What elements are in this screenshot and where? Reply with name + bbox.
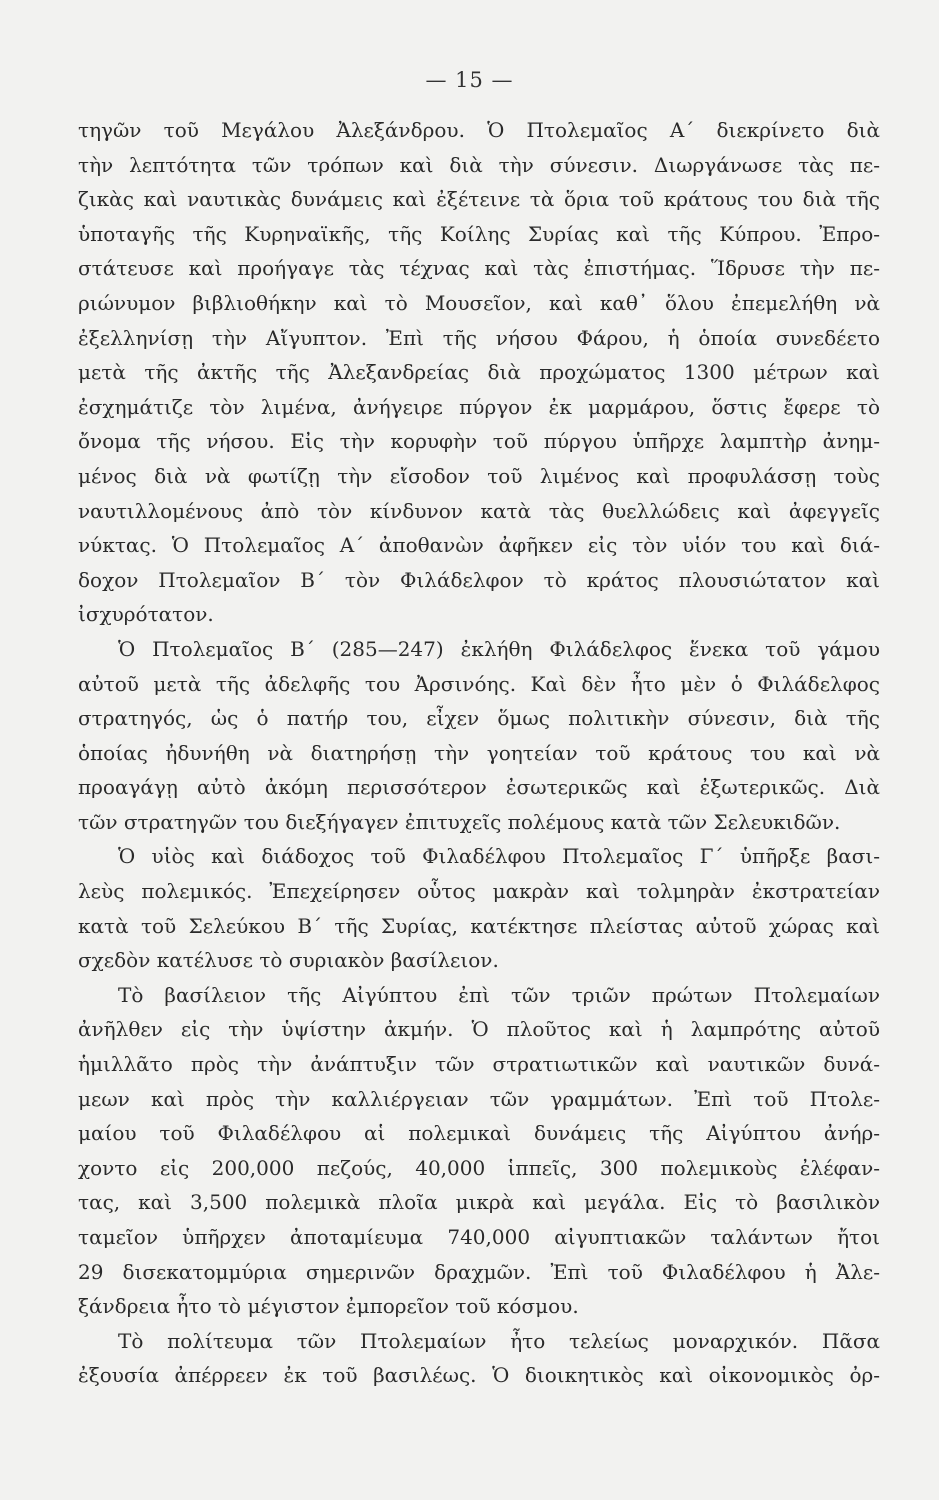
text-line: Ὁ υἱὸς καὶ διάδοχος τοῦ Φιλαδέλφου Πτολεμαῖος Γ΄ ὑπῆρξε βασι- — [118, 844, 880, 869]
text-line: ἰσχυρότατον. — [78, 602, 214, 627]
text-line: δοχον Πτολεμαῖον Β΄ τὸν Φιλάδελφον τὸ κράτος πλουσιώτατον καὶ — [78, 567, 880, 592]
text-line: Τὸ βασίλειον τῆς Αἰγύπτου ἐπὶ τῶν τριῶν πρώτων Πτολεμαίων — [118, 982, 880, 1007]
paragraph — [78, 632, 880, 840]
text-line: σχεδὸν κατέλυσε τὸ συριακὸν βασίλειον. — [78, 948, 499, 973]
page-number: — 15 — — [425, 68, 514, 92]
paragraph — [78, 113, 880, 632]
text-line: ὄνομα τῆς νήσου. Εἰς τὴν κορυφὴν τοῦ πύργου ὑπῆρχε λαμπτὴρ ἀνημ- — [78, 429, 880, 454]
text-line: ἀνῆλθεν εἰς τὴν ὑψίστην ἀκμήν. Ὁ πλοῦτος καὶ ἡ λαμπρότης αὐτοῦ — [78, 1017, 880, 1042]
paragraph — [78, 978, 880, 1324]
text-line: ὑποταγῆς τῆς Κυρηναϊκῆς, τῆς Κοίλης Συρίας καὶ τῆς Κύπρου. Ἐπρο- — [78, 221, 880, 246]
text-line: ἐξελληνίσῃ τὴν Αἴγυπτον. Ἐπὶ τῆς νήσου Φάρου, ἡ ὁποία συνεδέετο — [78, 325, 880, 350]
text-line: ἐξουσία ἀπέρρεεν ἐκ τοῦ βασιλέως. Ὁ διοικητικὸς καὶ οἰκονομικὸς ὀρ- — [78, 1363, 880, 1388]
text-line: ναυτιλλομένους ἀπὸ τὸν κίνδυνον κατὰ τὰς θυελλώδεις καὶ ἀφεγγεῖς — [78, 498, 880, 523]
text-body — [78, 113, 880, 1393]
text-line: νύκτας. Ὁ Πτολεμαῖος Α΄ ἀποθανὼν ἀφῆκεν εἰς τὸν υἱόν του καὶ διά- — [78, 533, 880, 558]
text-line: τηγῶν τοῦ Μεγάλου Ἀλεξάνδρου. Ὁ Πτολεμαῖος Α΄ διεκρίνετο διὰ — [78, 118, 880, 142]
text-line: ριώνυμον βιβλιοθήκην καὶ τὸ Μουσεῖον, καὶ καθ᾽ ὅλου ἐπεμελήθη νὰ — [78, 290, 880, 315]
text-line: Ὁ Πτολεμαῖος Β΄ (285—247) ἐκλήθη Φιλάδελφος ἕνεκα τοῦ γάμου — [118, 636, 880, 661]
text-line: τῶν στρατηγῶν του διεξήγαγεν ἐπιτυχεῖς πολέμους κατὰ τῶν Σελευκιδῶν. — [78, 809, 841, 834]
text-line: προαγάγῃ αὐτὸ ἀκόμη περισσότερον ἐσωτερικῶς καὶ ἐξωτερικῶς. Διὰ — [78, 775, 880, 800]
text-line: τὴν λεπτότητα τῶν τρόπων καὶ διὰ τὴν σύνεσιν. Διωργάνωσε τὰς πε- — [78, 152, 880, 177]
text-line: μετὰ τῆς ἀκτῆς τῆς Ἀλεξανδρείας διὰ προχώματος 1300 μέτρων καὶ — [78, 360, 880, 385]
text-line: ὁποίας ἠδυνήθη νὰ διατηρήσῃ τὴν γοητείαν τοῦ κράτους του καὶ νὰ — [78, 740, 880, 765]
text-line: ταμεῖον ὑπῆρχεν ἀποταμίευμα 740,000 αἰγυπτιακῶν ταλάντων ἤτοι — [78, 1225, 880, 1249]
text-line: Τὸ πολίτευμα τῶν Πτολεμαίων ἦτο τελείως μοναρχικόν. Πᾶσα — [118, 1328, 880, 1353]
text-line: μαίου τοῦ Φιλαδέλφου αἱ πολεμικαὶ δυνάμεις τῆς Αἰγύπτου ἀνήρ- — [78, 1121, 880, 1146]
text-line: μεων καὶ πρὸς τὴν καλλιέργειαν τῶν γραμμάτων. Ἐπὶ τοῦ Πτολε- — [78, 1086, 880, 1111]
text-line: χοντο εἰς 200,000 πεζούς, 40,000 ἱππεῖς, 300 πολεμικοὺς ἐλέφαν- — [78, 1155, 880, 1180]
text-line: τας, καὶ 3,500 πολεμικὰ πλοῖα μικρὰ καὶ μεγάλα. Εἰς τὸ βασιλικὸν — [78, 1190, 880, 1215]
text-line: ἡμιλλᾶτο πρὸς τὴν ἀνάπτυξιν τῶν στρατιωτικῶν καὶ ναυτικῶν δυνά- — [78, 1052, 880, 1077]
text-line: ξάνδρεια ἦτο τὸ μέγιστον ἐμπορεῖον τοῦ κόσμου. — [78, 1294, 579, 1319]
text-line: στρατηγός, ὡς ὁ πατήρ του, εἶχεν ὅμως πολιτικὴν σύνεσιν, διὰ τῆς — [78, 706, 880, 731]
text-line: αὐτοῦ μετὰ τῆς ἀδελφῆς του Ἀρσινόης. Καὶ δὲν ἦτο μὲν ὁ Φιλάδελφος — [78, 671, 880, 696]
text-line: 29 δισεκατομμύρια σημερινῶν δραχμῶν. Ἐπὶ τοῦ Φιλαδέλφου ἡ Ἀλε- — [78, 1259, 880, 1284]
text-line: στάτευσε καὶ προήγαγε τὰς τέχνας καὶ τὰς ἐπιστήμας. Ἵδρυσε τὴν πε- — [78, 256, 880, 281]
text-line: ζικὰς καὶ ναυτικὰς δυνάμεις καὶ ἐξέτεινε τὰ ὅρια τοῦ κράτους του διὰ τῆς — [78, 187, 880, 212]
paragraph — [78, 839, 880, 977]
text-line: λεὺς πολεμικός. Ἐπεχείρησεν οὗτος μακρὰν καὶ τολμηρὰν ἐκστρατείαν — [78, 879, 880, 904]
text-line: ἐσχημάτιζε τὸν λιμένα, ἀνήγειρε πύργον ἐκ μαρμάρου, ὅστις ἔφερε τὸ — [78, 394, 880, 419]
text-line: κατὰ τοῦ Σελεύκου Β΄ τῆς Συρίας, κατέκτησε πλείστας αὐτοῦ χώρας καὶ — [78, 913, 880, 938]
paragraph — [78, 1324, 880, 1393]
text-line: μένος διὰ νὰ φωτίζῃ τὴν εἴσοδον τοῦ λιμένος καὶ προφυλάσσῃ τοὺς — [78, 463, 880, 488]
